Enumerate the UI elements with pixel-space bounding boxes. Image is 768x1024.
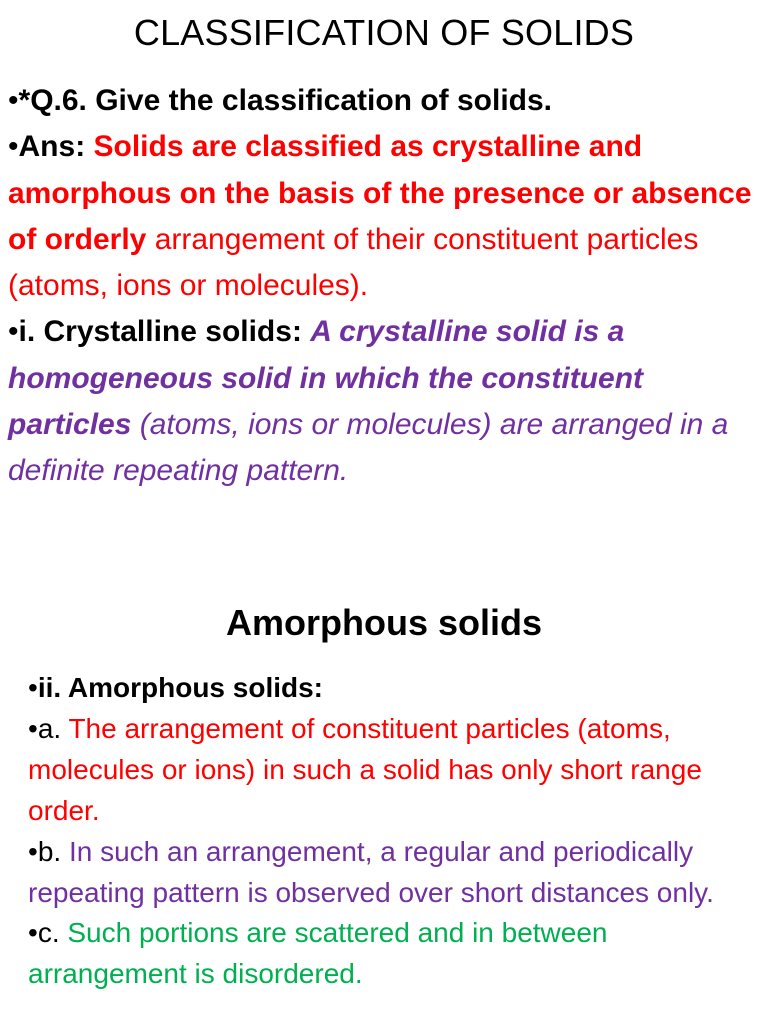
bullet: •	[8, 130, 19, 164]
question-text: *Q.6. Give the classification of solids.	[18, 84, 553, 117]
slide-classification	[0, 0, 768, 500]
crystalline-label: i. Crystalline solids:	[18, 315, 311, 349]
bullet: •	[8, 84, 19, 117]
bullet: •	[8, 315, 19, 349]
slide-body	[28, 668, 748, 995]
answer-label: Ans:	[18, 130, 94, 164]
point-c-label: c.	[37, 917, 68, 949]
crystalline-paragraph	[8, 309, 760, 494]
point-c-text: Such portions are scattered and in between arrangement is disordered.	[28, 917, 608, 990]
answer-text: arrangement of their constituent particles (atoms, ions or molecules).	[8, 222, 699, 303]
point-b	[28, 832, 748, 914]
amorphous-heading-text: ii. Amorphous solids:	[37, 672, 324, 703]
slide-amorphous	[0, 590, 768, 1024]
point-b-text: In such an arrangement, a regular and periodically repeating pattern is observed over short distances only.	[28, 835, 714, 908]
point-a	[28, 709, 748, 832]
point-a-label: a.	[37, 712, 69, 744]
slide-title: CLASSIFICATION OF SOLIDS	[133, 12, 635, 53]
amorphous-heading	[28, 668, 748, 709]
crystalline-definition-bold: A crystalline solid is a homogeneous solid in which the constituent particles	[8, 315, 644, 442]
answer-bold-text: Solids are classified as crystalline and amorphous on the basis of the presence or absence of orderly	[8, 130, 752, 256]
slide-title: Amorphous solids	[225, 602, 543, 643]
bullet: •	[28, 917, 38, 949]
slide-body	[8, 78, 760, 495]
answer-paragraph	[8, 124, 760, 309]
point-a-text: The arrangement of constituent particles (atoms, molecules or ions) in such a solid has only short range order.	[28, 712, 702, 826]
point-b-label: b.	[37, 835, 69, 867]
bullet: •	[28, 835, 38, 867]
question-paragraph	[8, 78, 760, 124]
bullet: •	[28, 672, 38, 703]
crystalline-definition-text: (atoms, ions or molecules) are arranged in a definite repeating pattern.	[8, 408, 729, 488]
point-c	[28, 913, 748, 995]
bullet: •	[28, 712, 38, 744]
